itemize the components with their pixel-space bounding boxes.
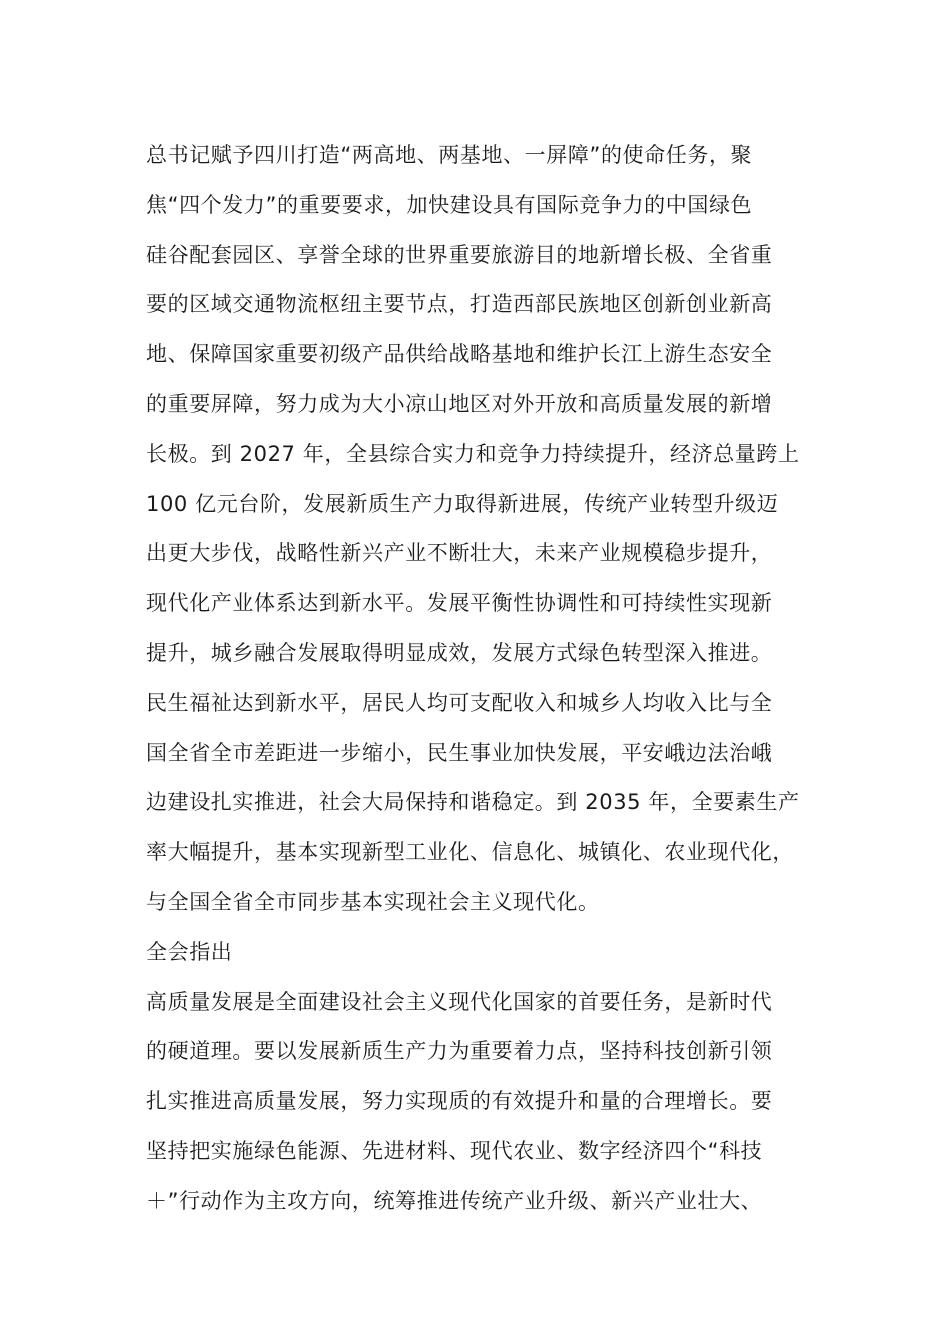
text-line: 提升，城乡融合发展取得明显成效，发展方式绿色转型深入推进。 (146, 640, 773, 665)
text-line: 高质量发展是全面建设社会主义现代化国家的首要任务，是新时代 (146, 989, 773, 1014)
text-line: 长极。到 2027 年，全县综合实力和竞争力持续提升，经济总量跨上 (146, 441, 800, 466)
text-line: 现代化产业体系达到新水平。发展平衡性协调性和可持续性实现新 (146, 591, 773, 616)
text-line: 的重要屏障，努力成为大小凉山地区对外开放和高质量发展的新增 (146, 391, 773, 416)
text-line: 坚持把实施绿色能源、先进材料、现代农业、数字经济四个“科技 (146, 1138, 763, 1163)
text-line: 地、保障国家重要初级产品供给战略基地和维护长江上游生态安全 (146, 342, 773, 367)
document-body (146, 131, 818, 1227)
text-line: 要的区域交通物流枢纽主要节点，打造西部民族地区创新创业新高 (146, 292, 773, 317)
text-line: 率大幅提升，基本实现新型工业化、信息化、城镇化、农业现代化， (146, 840, 794, 865)
text-line: 总书记赋予四川打造“两高地、两基地、一屏障”的使命任务，聚 (146, 143, 753, 167)
text-line: 100 亿元台阶，发展新质生产力取得新进展，传统产业转型升级迈 (146, 491, 779, 516)
text-line: 民生福祉达到新水平，居民人均可支配收入和城乡人均收入比与全 (146, 690, 773, 715)
section-heading: 全会指出 (146, 939, 233, 964)
text-line: 扎实推进高质量发展，努力实现质的有效提升和量的合理增长。要 (146, 1089, 773, 1114)
text-line: 边建设扎实推进，社会大局保持和谐稳定。到 2035 年，全要素生产 (146, 790, 800, 815)
text-line: 的硬道理。要以发展新质生产力为重要着力点，坚持科技创新引领 (146, 1039, 773, 1064)
text-line: 硅谷配套园区、享誉全球的世界重要旅游目的地新增长极、全省重 (146, 242, 773, 267)
text-line: 出更大步伐，战略性新兴产业不断壮大，未来产业规模稳步提升， (146, 541, 773, 566)
text-line: 国全省全市差距进一步缩小，民生事业加快发展，平安峨边法治峨 (146, 740, 773, 765)
text-line: 与全国全省全市同步基本实现社会主义现代化。 (146, 889, 600, 914)
text-line: ＋”行动作为主攻方向，统筹推进传统产业升级、新兴产业壮大、 (146, 1188, 763, 1213)
text-line: 焦“四个发力”的重要要求，加快建设具有国际竞争力的中国绿色 (146, 192, 753, 217)
